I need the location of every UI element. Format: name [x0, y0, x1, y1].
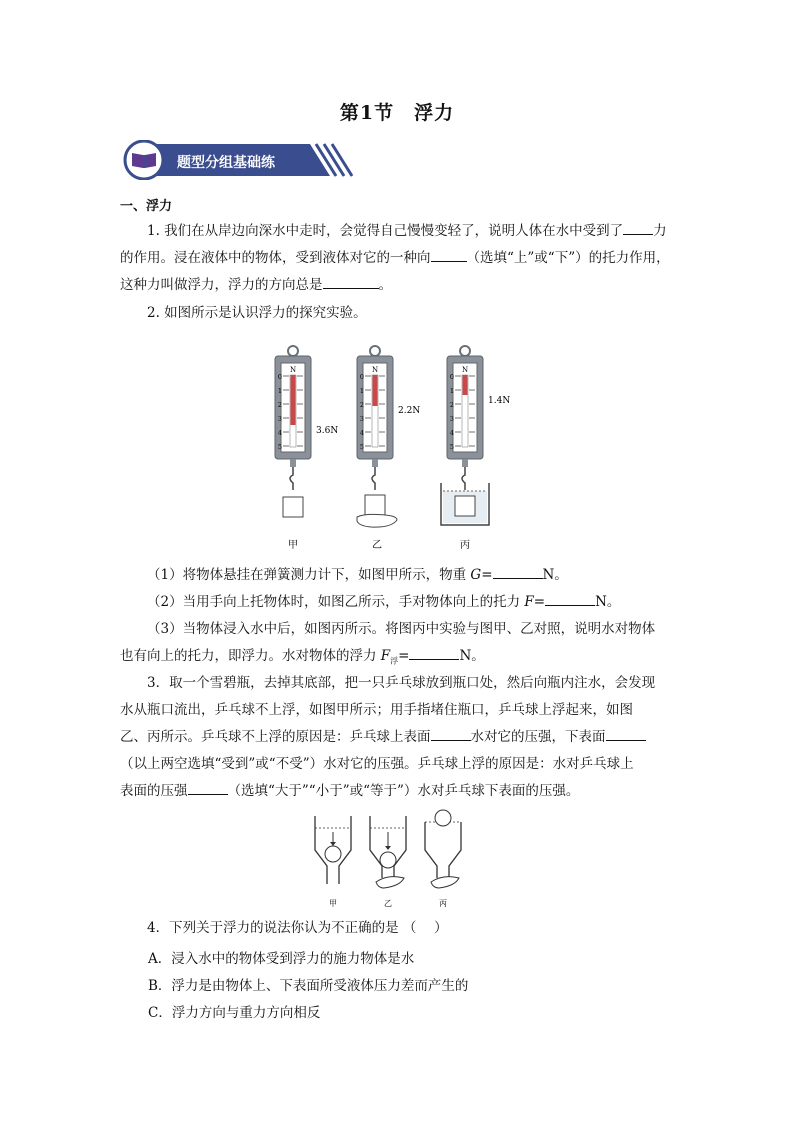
- caption-jia: 甲: [329, 899, 337, 908]
- svg-text:3: 3: [277, 415, 282, 423]
- banner-label: 题型分组基础练: [177, 155, 275, 171]
- svg-text:3: 3: [449, 415, 454, 423]
- caption-bing: 丙: [439, 899, 447, 908]
- question-3-line-5: 表面的压强 （选填“大于”“小于”或“等于”）水对乒乓球下表面的压强。: [120, 778, 675, 805]
- question-2-sub-1: （1）将物体悬挂在弹簧测力计下，如图甲所示，物重 G= N。: [120, 562, 675, 589]
- svg-text:4: 4: [277, 429, 282, 437]
- bottle-figure: [305, 808, 475, 913]
- caption-jia: 甲: [288, 540, 298, 551]
- question-2-intro: 2. 如图所示是认识浮力的探究实验。: [147, 305, 367, 321]
- svg-text:N: N: [289, 366, 297, 374]
- svg-text:4: 4: [359, 429, 364, 437]
- svg-text:N: N: [371, 366, 379, 374]
- blank[interactable]: [606, 726, 646, 741]
- bottle-bing: [425, 810, 461, 908]
- svg-text:1: 1: [277, 387, 282, 395]
- caption-yi: 乙: [372, 540, 382, 551]
- section-heading: 一、浮力: [120, 199, 173, 214]
- blank[interactable]: [431, 726, 471, 741]
- svg-text:2: 2: [449, 401, 454, 409]
- question-3-line-2: 水从瓶口流出，乒乓球不上浮，如图甲所示；用手指堵住瓶口，乒乓球上浮起来，如图: [120, 702, 633, 718]
- blank[interactable]: [188, 780, 228, 795]
- finger-icon: [376, 877, 404, 888]
- book-icon: [132, 153, 156, 168]
- blank[interactable]: [409, 645, 459, 660]
- question-4-stem: 4．下列关于浮力的说法你认为不正确的是 （ ）: [147, 920, 448, 936]
- caption-bing: 丙: [460, 540, 470, 551]
- reading-yi: 2.2N: [398, 406, 421, 416]
- option-a[interactable]: A．浸入水中的物体受到浮力的施力物体是水: [148, 951, 415, 967]
- bottle-jia: [315, 816, 351, 908]
- hand-icon: [357, 514, 397, 527]
- question-1: 1. 我们在从岸边向深水中走时，会觉得自己慢慢变轻了，说明人体在水中受到了 力的作用。浸在液体中的物体，受到液体对它的一种向 （选填“上”或“下”）的托力作用，这种力叫做浮力，浮力的方向总是 。: [120, 218, 675, 299]
- svg-text:5: 5: [359, 443, 364, 451]
- blank[interactable]: [323, 274, 379, 289]
- page-title: 第1节 浮力: [339, 102, 455, 124]
- question-3-line-3: 乙、丙所示。乒乓球不上浮的原因是：乒乓球上表面 水对它的压强，下表面: [120, 724, 675, 751]
- blank[interactable]: [623, 220, 653, 235]
- svg-text:3: 3: [359, 415, 364, 423]
- svg-text:1: 1: [359, 387, 364, 395]
- option-c[interactable]: C．浮力方向与重力方向相反: [148, 1005, 321, 1021]
- svg-text:1: 1: [449, 387, 454, 395]
- bottle-yi: [370, 816, 406, 908]
- reading-jia: 3.6N: [316, 426, 339, 436]
- reading-bing: 1.4N: [488, 396, 511, 406]
- svg-text:0: 0: [277, 373, 282, 381]
- svg-text:5: 5: [277, 443, 282, 451]
- spring-scale-jia: [275, 346, 338, 551]
- svg-text:5: 5: [449, 443, 454, 451]
- blank[interactable]: [545, 591, 595, 606]
- caption-yi: 乙: [384, 899, 392, 908]
- svg-text:4: 4: [449, 429, 454, 437]
- spring-scale-bing: [441, 346, 510, 551]
- svg-text:2: 2: [277, 401, 282, 409]
- svg-text:0: 0: [449, 373, 454, 381]
- finger-icon: [431, 877, 459, 888]
- question-3-line-1: 3．取一个雪碧瓶，去掉其底部，把一只乒乓球放到瓶口处，然后向瓶内注水，会发现: [147, 675, 656, 691]
- svg-text:2: 2: [359, 401, 364, 409]
- question-3-line-4: （以上两空选填“受到”或“不受”）水对它的压强。乒乓球上浮的原因是：水对乒乓球上: [120, 756, 634, 772]
- spring-scale-yi: [357, 346, 420, 551]
- blank[interactable]: [431, 247, 467, 262]
- svg-text:0: 0: [359, 373, 364, 381]
- svg-text:N: N: [461, 366, 469, 374]
- question-2-sub-3-cont: 也有向上的托力，即浮力。水对物体的浮力 $F_浮= N$。: [120, 643, 675, 675]
- question-2-sub-3: （3）当物体浸入水中后，如图丙所示。将图丙中实验与图甲、乙对照，说明水对物体: [147, 621, 656, 637]
- option-b[interactable]: B．浮力是由物体上、下表面所受液体压力差而产生的: [148, 978, 469, 994]
- spring-scale-figure: [265, 345, 525, 560]
- blank[interactable]: [493, 564, 543, 579]
- question-2-sub-2: （2）当用手向上托物体时，如图乙所示，手对物体向上的托力 F= N。: [120, 589, 675, 616]
